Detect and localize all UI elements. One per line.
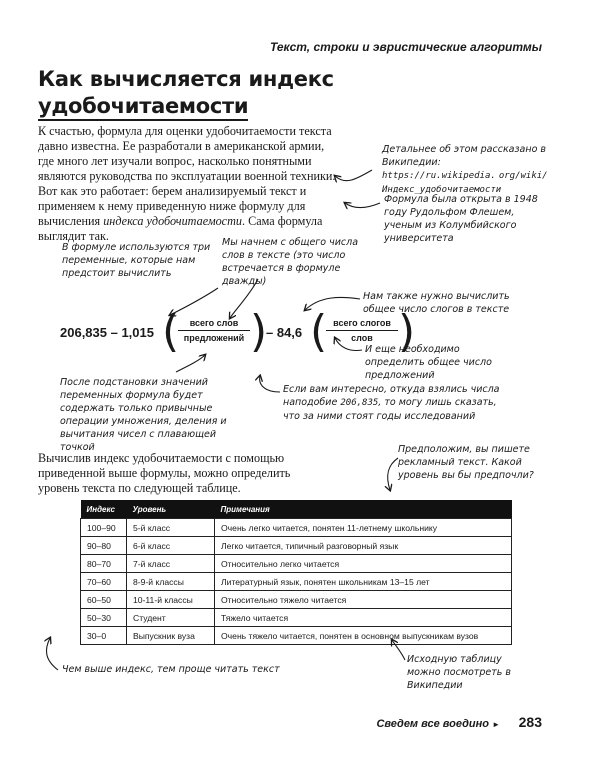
page-number: 283 bbox=[518, 714, 542, 730]
formula-constant: 206,835 – 1,015 bbox=[60, 325, 154, 340]
intro-paragraph bbox=[38, 124, 338, 244]
cell-index: 70–60 bbox=[81, 573, 127, 591]
title-line-1: Как вычисляется индекс bbox=[38, 67, 334, 91]
table-row bbox=[81, 537, 512, 555]
cell-notes: Литературный язык, понятен школьникам 13–15 лет bbox=[215, 573, 512, 591]
fraction-numerator-words: всего слов bbox=[178, 318, 250, 331]
cell-level: Студент bbox=[127, 609, 215, 627]
table-row bbox=[81, 573, 512, 591]
fraction-denominator-words: слов bbox=[351, 333, 373, 343]
arrow-ad bbox=[388, 458, 398, 490]
note-wikipedia bbox=[382, 143, 552, 197]
note-origin-number: 206,835 bbox=[340, 398, 379, 408]
arrow-wiki bbox=[335, 170, 372, 181]
table-row bbox=[81, 555, 512, 573]
intro-text: К счастью, формула для оценки удобочитаемости текста давно известна. Ее разработали в американской армии, где много лет изучали вопрос, насколько понятными являются руководства по эксплуатации военной техники. Вот как это работает: берем анализируемый текст и применяем к нему приведенную ниже формулу для вычисления bbox=[38, 124, 336, 228]
cell-index: 60–50 bbox=[81, 591, 127, 609]
next-section-link[interactable] bbox=[376, 718, 500, 730]
header-level: Уровень bbox=[127, 500, 215, 519]
cell-notes: Относительно тяжело читается bbox=[215, 591, 512, 609]
note-wiki-text: Детальнее об этом рассказано в Википедии: bbox=[382, 144, 547, 168]
fraction-denominator-sentences: предложений bbox=[183, 333, 245, 343]
readability-table bbox=[80, 500, 512, 645]
note-syllables: Нам также нужно вычислить общее число слогов в тексте bbox=[363, 291, 510, 315]
header-index: Индекс bbox=[81, 500, 127, 519]
cell-notes: Легко читается, типичный разговорный язык bbox=[215, 537, 512, 555]
intro-italic: индекса удобочитаемости bbox=[103, 214, 242, 228]
cell-level: 10-11-й классы bbox=[127, 591, 215, 609]
cell-index: 90–80 bbox=[81, 537, 127, 555]
cell-level: 5-й класс bbox=[127, 519, 215, 537]
title-line-2: удобочитаемости bbox=[38, 94, 248, 121]
note-origin-text-2: , то могу лишь сказать, что за ними стоят годы исследований bbox=[283, 397, 497, 422]
header-notes: Примечания bbox=[215, 500, 512, 519]
cell-notes: Тяжело читается bbox=[215, 609, 512, 627]
cell-index: 80–70 bbox=[81, 555, 127, 573]
note-words: Мы начнем с общего числа слов в тексте (это число встречается в формуле дважды) bbox=[222, 237, 359, 287]
left-paren-2: ( bbox=[310, 306, 328, 357]
right-paren-2: ) bbox=[398, 306, 416, 357]
note-flesch: Формула была открыта в 1948 году Рудольфом Флешем, ученым из Колумбийского университета bbox=[384, 194, 538, 244]
note-origin bbox=[283, 383, 503, 423]
note-origin-text-1: Если вам интересно, откуда взялись числа наподобие bbox=[283, 384, 500, 408]
next-arrow-icon: ► bbox=[492, 720, 500, 729]
note-operations: После подстановки значений переменных формула будет содержать только привычные операции умножения, деления и вычитания чисел с плавающей точкой bbox=[60, 377, 227, 453]
intro-end: . Сама формула выглядит так. bbox=[38, 214, 323, 243]
readability-formula bbox=[60, 306, 416, 357]
note-ad-text: Предположим, вы пишете рекламный текст. Какой уровень вы бы предпочли? bbox=[398, 444, 534, 481]
cell-notes: Относительно легко читается bbox=[215, 555, 512, 573]
left-paren-1: ( bbox=[162, 306, 180, 357]
cell-notes: Очень легко читается, понятен 11-летнему школьнику bbox=[215, 519, 512, 537]
table-row bbox=[81, 519, 512, 537]
table-row bbox=[81, 591, 512, 609]
fraction-numerator-syllables: всего слогов bbox=[326, 318, 398, 331]
table-header-row bbox=[81, 500, 512, 519]
cell-level: 7-й класс bbox=[127, 555, 215, 573]
formula-coefficient: – 84,6 bbox=[266, 325, 303, 340]
note-variables: В формуле используются три переменные, которые нам предстоит вычислить bbox=[62, 242, 211, 279]
cell-index: 100–90 bbox=[81, 519, 127, 537]
table-row bbox=[81, 627, 512, 645]
fraction-syllables-per-word bbox=[326, 318, 398, 343]
table-row bbox=[81, 609, 512, 627]
arrow-origin bbox=[260, 376, 280, 392]
right-paren-1: ) bbox=[250, 306, 268, 357]
wiki-url-part-2: org/wiki/Индекс_удобочитаемости bbox=[382, 171, 548, 195]
cell-index: 30–0 bbox=[81, 627, 127, 645]
cell-notes: Очень тяжело читается, понятен в основном выпускникам вузов bbox=[215, 627, 512, 645]
page-title bbox=[38, 66, 334, 120]
note-higher-index: Чем выше индекс, тем проще читать текст bbox=[62, 664, 280, 675]
wiki-url-part-1: https://ru.wikipedia. bbox=[382, 171, 496, 181]
chapter-header: Текст, строки и эвристические алгоритмы bbox=[269, 40, 542, 54]
arrow-flesch bbox=[345, 203, 380, 208]
note-original-table: Исходную таблицу можно посмотреть в Википедии bbox=[407, 654, 511, 691]
arrow-higher bbox=[46, 638, 58, 670]
cell-level: 6-й класс bbox=[127, 537, 215, 555]
table-intro-paragraph: Вычислив индекс удобочитаемости с помощью приведенной выше формулы, можно определить уровень текста по следующей таблице. bbox=[38, 451, 291, 495]
fraction-words-per-sentence bbox=[178, 318, 250, 343]
note-sentences: И еще необходимо определить общее число предложений bbox=[365, 344, 492, 381]
cell-level: 8-9-й классы bbox=[127, 573, 215, 591]
cell-index: 50–30 bbox=[81, 609, 127, 627]
cell-level: Выпускник вуза bbox=[127, 627, 215, 645]
next-section-label[interactable]: Сведем все воедино bbox=[376, 718, 490, 730]
arrow-operations bbox=[176, 355, 205, 372]
